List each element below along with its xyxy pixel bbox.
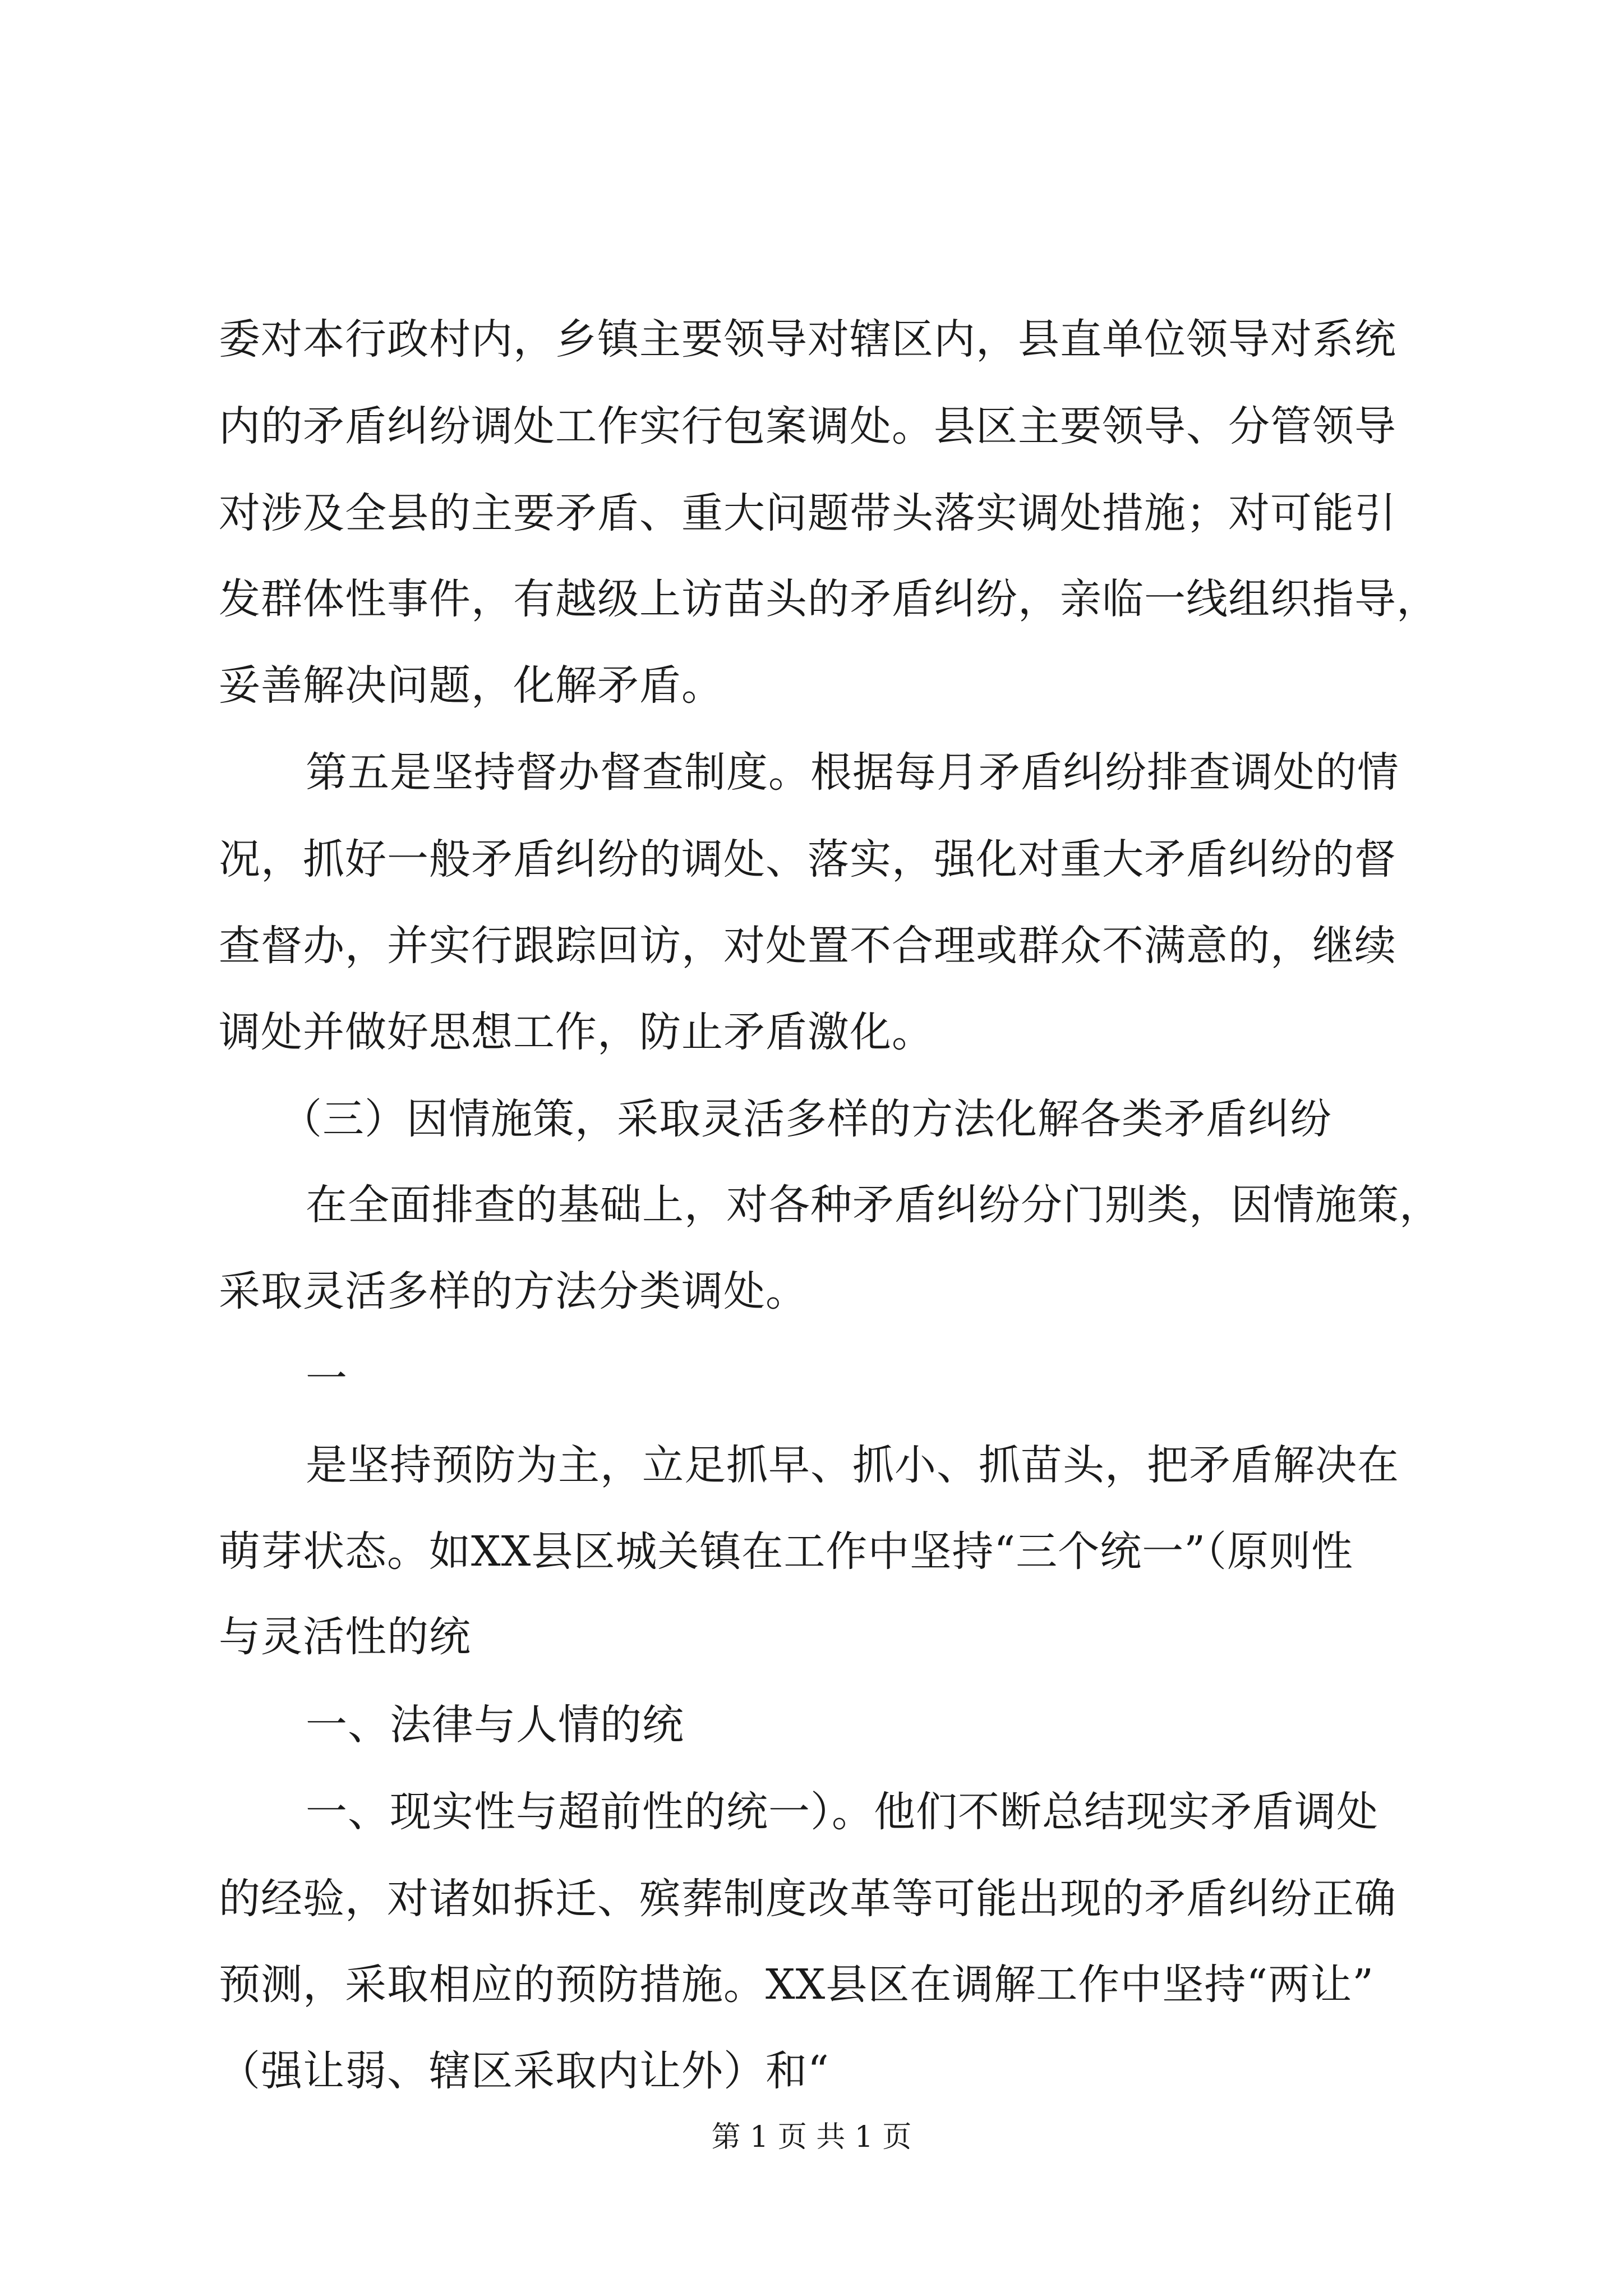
- paragraph-line: 内的矛盾纠纷调处工作实行包案调处。县区主要领导、分管领导: [219, 402, 1396, 450]
- paragraph-line: 一、法律与人情的统: [306, 1701, 684, 1749]
- page-footer: 第 1 页 共 1 页: [711, 2120, 912, 2154]
- paragraph-line: 妥善解决问题，化解矛盾。: [219, 661, 723, 710]
- section-heading: （三）因情施策，采取灵活多样的方法化解各类矛盾纠纷: [280, 1095, 1332, 1143]
- paragraph-line: 是坚持预防为主，立足抓早、抓小、抓苗头，把矛盾解决在: [306, 1441, 1399, 1489]
- paragraph-line: 委对本行政村内，乡镇主要领导对辖区内，县直单位领导对系统: [219, 315, 1396, 364]
- paragraph-line: 在全面排查的基础上，对各种矛盾纠纷分门别类，因情施策，: [306, 1181, 1441, 1229]
- paragraph-line: 发群体性事件，有越级上访苗头的矛盾纠纷，亲临一线组织指导，: [219, 575, 1438, 623]
- paragraph-line: 对涉及全县的主要矛盾、重大问题带头落实调处措施；对可能引: [219, 489, 1396, 537]
- paragraph-line: 预测，采取相应的预防措施。XX县区在调解工作中坚持“两让”: [219, 1961, 1375, 2009]
- paragraph-line: 一: [306, 1355, 348, 1403]
- paragraph-line: 调处并做好思想工作，防止矛盾激化。: [219, 1008, 934, 1056]
- paragraph-line: （强让弱、辖区采取内让外）和“: [219, 2047, 829, 2095]
- paragraph-line: 况，抓好一般矛盾纠纷的调处、落实，强化对重大矛盾纠纷的督: [219, 835, 1396, 884]
- paragraph-line: 一、现实性与超前性的统一）。他们不断总结现实矛盾调处: [306, 1788, 1378, 1836]
- paragraph-line: 第五是坚持督办督查制度。根据每月矛盾纠纷排查调处的情: [306, 748, 1399, 797]
- paragraph-line: 与灵活性的统: [219, 1613, 471, 1661]
- paragraph-line: 萌芽状态。如XX县区城关镇在工作中坚持“三个统一”（原则性: [219, 1527, 1354, 1576]
- paragraph-line: 的经验，对诸如拆迁、殡葬制度改革等可能出现的矛盾纠纷正确: [219, 1875, 1396, 1923]
- paragraph-line: 采取灵活多样的方法分类调处。: [219, 1267, 808, 1315]
- paragraph-line: 查督办，并实行跟踪回访，对处置不合理或群众不满意的，继续: [219, 922, 1396, 970]
